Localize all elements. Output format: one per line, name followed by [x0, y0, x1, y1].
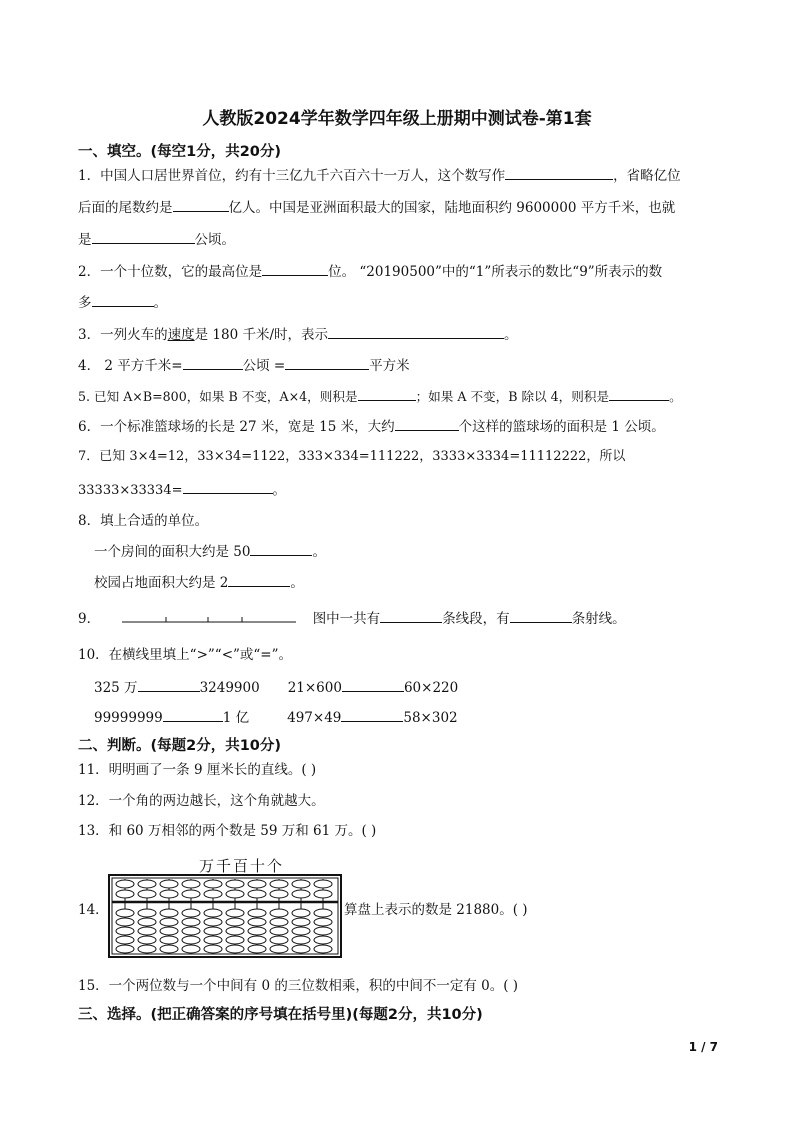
abacus-bead — [204, 880, 222, 888]
abacus-bead — [160, 880, 178, 888]
abacus-bead — [226, 909, 244, 917]
abacus-bead — [314, 880, 332, 888]
abacus-bead — [292, 945, 310, 953]
abacus-bead — [160, 936, 178, 944]
abacus-bead — [116, 927, 134, 935]
abacus-bead — [116, 918, 134, 926]
abacus-bead — [270, 880, 288, 888]
abacus-bead — [138, 890, 156, 898]
question-13: 13．和 60 万相邻的两个数是 59 万和 61 万。( ) — [78, 823, 377, 839]
section-heading-fill-in: 一、填空。(每空1分，共20分) — [78, 144, 282, 160]
abacus-bead — [226, 880, 244, 888]
answer-blank[interactable] — [380, 608, 442, 623]
abacus-bead — [182, 890, 200, 898]
question-8-prompt: 8．填上合适的单位。 — [78, 513, 209, 529]
abacus-bead — [204, 909, 222, 917]
abacus-bead — [314, 918, 332, 926]
answer-blank[interactable] — [358, 386, 416, 401]
abacus-bead — [270, 909, 288, 917]
abacus-bead — [270, 890, 288, 898]
abacus-bead — [314, 936, 332, 944]
abacus-bead — [138, 918, 156, 926]
question-11: 11．明明画了一条 9 厘米长的直线。( ) — [78, 762, 317, 778]
abacus-bead — [182, 909, 200, 917]
question-7-line-1: 7．已知 3×4=12，33×34=1122，333×334=111222，3333×3334=11112222，所以 — [78, 449, 626, 464]
abacus-bead — [138, 936, 156, 944]
abacus-bead — [226, 890, 244, 898]
answer-blank[interactable] — [183, 479, 273, 494]
abacus-bead — [226, 927, 244, 935]
abacus-bead — [160, 927, 178, 935]
abacus-bead — [292, 909, 310, 917]
answer-blank[interactable] — [505, 165, 613, 180]
question-4: 4． 2 平方千米= 公顷 = 平方米 — [78, 355, 410, 376]
abacus-rods — [116, 879, 332, 953]
abacus-bead — [314, 909, 332, 917]
answer-blank[interactable] — [173, 197, 229, 212]
abacus-bead — [248, 880, 266, 888]
abacus-bead — [160, 890, 178, 898]
abacus-figure — [108, 874, 342, 958]
question-3: 3．一列火车的速度是 180 千米/时，表示 。 — [78, 324, 518, 345]
abacus-bead — [204, 927, 222, 935]
answer-blank[interactable] — [92, 292, 154, 307]
abacus-bead — [116, 936, 134, 944]
abacus-place-labels: 万千百十个 — [199, 857, 285, 875]
page-title: 人教版2024学年数学四年级上册期中测试卷-第1套 — [202, 109, 592, 129]
question-14-number: 14． — [78, 902, 109, 918]
question-2-line-1: 2．一个十位数，它的最高位是 位。 “20190500”中的“1”所表示的数比“9”所表示的数 — [78, 261, 662, 282]
abacus-bead — [248, 909, 266, 917]
question-1-line-1: 1．中国人口居世界首位，约有十三亿九千六百六十一万人，这个数写作 ，省略亿位 — [78, 165, 681, 186]
question-1-line-2: 后面的尾数约是 亿人。中国是亚洲面积最大的国家，陆地面积约 9600000 平方千米，也就 — [78, 197, 675, 218]
question-8-item-2: 校园占地面积大约是 2 。 — [94, 572, 304, 593]
question-2-line-2: 多 。 — [78, 292, 167, 313]
section-heading-choice: 三、选择。(把正确答案的序号填在括号里)(每题2分，共10分) — [78, 1007, 483, 1023]
abacus-bead — [248, 918, 266, 926]
answer-blank[interactable] — [250, 541, 312, 556]
abacus-bead — [314, 945, 332, 953]
answer-blank[interactable] — [510, 608, 572, 623]
abacus-bead — [160, 909, 178, 917]
abacus-bead — [204, 936, 222, 944]
abacus-bead — [116, 945, 134, 953]
abacus-bead — [160, 918, 178, 926]
abacus-bead — [182, 918, 200, 926]
answer-blank[interactable] — [183, 355, 243, 370]
abacus-bead — [182, 945, 200, 953]
abacus-bead — [160, 945, 178, 953]
question-12: 12．一个角的两边越长，这个角就越大。 — [78, 793, 325, 809]
abacus-bead — [270, 936, 288, 944]
abacus-bead — [116, 909, 134, 917]
abacus-bead — [138, 945, 156, 953]
question-8-item-1: 一个房间的面积大约是 50 。 — [94, 541, 326, 562]
abacus-bead — [314, 927, 332, 935]
compare-blank[interactable] — [163, 707, 223, 722]
abacus-bead — [248, 936, 266, 944]
question-6: 6．一个标准篮球场的长是 27 米，宽是 15 米，大约 个这样的篮球场的面积是 1 公顷。 — [78, 416, 665, 437]
answer-blank[interactable] — [328, 324, 504, 339]
abacus-bead — [182, 936, 200, 944]
abacus-bead — [204, 945, 222, 953]
answer-blank[interactable] — [92, 229, 195, 244]
abacus-bead — [226, 918, 244, 926]
question-10-row-2: 99999999 1 亿 497×49 58×302 — [94, 707, 458, 728]
answer-blank[interactable] — [609, 386, 669, 401]
abacus-bead — [226, 945, 244, 953]
answer-blank[interactable] — [395, 416, 459, 431]
abacus-bead — [270, 945, 288, 953]
abacus-bead — [116, 890, 134, 898]
abacus-bead — [116, 880, 134, 888]
answer-blank[interactable] — [285, 355, 369, 370]
abacus-bead — [138, 927, 156, 935]
abacus-bead — [226, 936, 244, 944]
abacus-bead — [138, 909, 156, 917]
question-14-text: 算盘上表示的数是 21880。( ) — [344, 902, 528, 918]
answer-blank[interactable] — [228, 572, 290, 587]
abacus-bead — [292, 890, 310, 898]
abacus-bead — [314, 890, 332, 898]
abacus-bead — [204, 890, 222, 898]
answer-blank[interactable] — [262, 261, 328, 276]
question-1-line-3: 是 公顷。 — [78, 229, 235, 250]
abacus-bead — [292, 880, 310, 888]
abacus-bead — [248, 890, 266, 898]
abacus-bead — [292, 936, 310, 944]
line-segment-figure — [114, 610, 304, 626]
question-5: 5. 已知 A×B=800，如果 B 不变，A×4，则积是 ；如果 A 不变，B 除以 4，则积是 。 — [78, 386, 682, 407]
compare-blank[interactable] — [341, 707, 403, 722]
question-10-row-1: 325 万 3249900 21×600 60×220 — [94, 677, 458, 698]
question-15: 15．一个两位数与一个中间有 0 的三位数相乘，积的中间不一定有 0。( ) — [78, 978, 519, 994]
abacus-bead — [292, 927, 310, 935]
abacus-bead — [270, 927, 288, 935]
abacus-bead — [204, 918, 222, 926]
abacus-bead — [292, 918, 310, 926]
compare-blank[interactable] — [342, 677, 404, 692]
abacus-bead — [182, 927, 200, 935]
question-7-line-2: 33333×33334= 。 — [78, 479, 286, 501]
question-10-prompt: 10．在横线里填上“>”“<”或“=”。 — [78, 647, 293, 663]
abacus-bead — [270, 918, 288, 926]
question-9: 9． 图中一共有 条线段，有 条射线。 — [78, 608, 626, 629]
abacus-bead — [138, 880, 156, 888]
abacus-bead — [182, 880, 200, 888]
section-heading-judgement: 二、判断。(每题2分，共10分) — [78, 738, 282, 754]
page-number: 1 / 7 — [688, 1040, 718, 1054]
compare-blank[interactable] — [138, 677, 200, 692]
abacus-bead — [248, 945, 266, 953]
abacus-bead — [248, 927, 266, 935]
